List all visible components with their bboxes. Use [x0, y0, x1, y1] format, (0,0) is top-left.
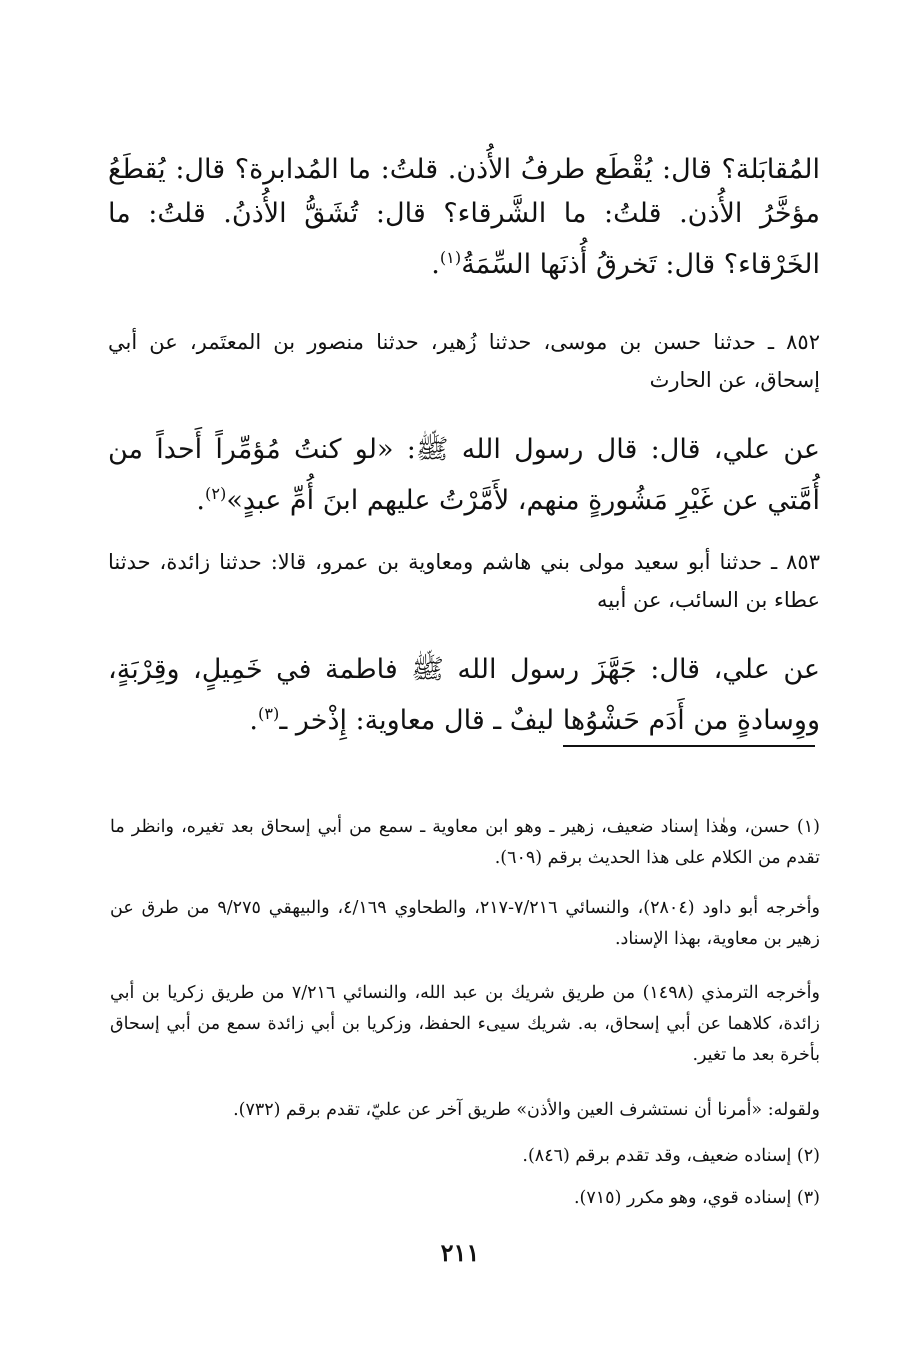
footnote-1-continued-a: وأخرجه أبو داود (٢٨٠٤)، والنسائي ٧/٢١٦-٢١٧، والطحاوي ٤/١٦٩، والبيهقي ٩/٢٧٥ من طرق عن زهير بن معاوية، بهذا الإسناد.: [110, 898, 820, 949]
isnad-852: ٨٥٢ ـ حدثنا حسن بن موسى، حدثنا زُهير، حدثنا منصور بن المعتَمر، عن أبي إسحاق، عن الحارث: [108, 330, 820, 392]
footnote-ref-2: (٢): [205, 484, 227, 503]
footnote-separator: [563, 745, 815, 747]
footnote-ref-3: (٣): [258, 704, 280, 723]
footnote-1-continued-b: وأخرجه الترمذي (١٤٩٨) من طريق شريك بن عبد الله، والنسائي ٧/٢١٦ من طريق زكريا بن أبي زائدة، كلاهما عن أبي إسحاق، به. شريك سيىء الحفظ، وزكريا بن أبي زائدة سمع من أبي إسحاق بأخرة بعد ما تغير.: [110, 983, 820, 1065]
isnad-853: ٨٥٣ ـ حدثنا أبو سعيد مولى بني هاشم ومعاوية بن عمرو، قالا: حدثنا زائدة، حدثنا عطاء بن السائب، عن أبيه: [108, 550, 820, 612]
matn-853: عن علي، قال: جَهَّزَ رسول الله ﷺ فاطمة في خَمِيلٍ، وقِرْبَةٍ، ووِسادةٍ من أَدَم حَشْوُها ليفٌ ـ قال معاوية: إِذْخر ـ$^{(٣)}$.: [108, 654, 820, 736]
footnote-ref-1: (١): [439, 248, 462, 267]
footnote-1: (١) حسن، وهٰذا إسناد ضعيف، زهير ـ وهو ابن معاوية ـ سمع من أبي إسحاق بعد تغيره، وانظر ما تقدم من الكلام على هذا الحديث برقم (٦٠٩).: [110, 817, 820, 868]
footnote-1-continued-c: ولقوله: «أمرنا أن نستشرف العين والأذن» طريق آخر عن عليّ، تقدم برقم (٧٣٢).: [233, 1100, 820, 1120]
matn-852: عن علي، قال: قال رسول الله ﷺ: «لو كنتُ مُؤمِّراً أَحداً من أُمَّتي عن غَيْرِ مَشُورةٍ منهم، لأَمَّرْتُ عليهم ابنَ أُمِّ عبدٍ»$^{(٢)}$.: [108, 434, 820, 516]
hadith-text-continued: المُقابَلة؟ قال: يُقْطَع طرفُ الأُذن. قلتُ: ما المُدابرة؟ قال: يُقطَعُ مؤخَّرُ الأُذن. قلتُ: ما الشَّرقاء؟ قال: تُشَقُّ الأُذنُ. قلتُ: ما الخَرْقاء؟ قال: تَخرقُ أُذنَها السِّمَةُ$^{(١)}$.: [108, 154, 820, 280]
page-number: ٢١١: [440, 1238, 480, 1267]
footnote-2: (٢) إسناده ضعيف، وقد تقدم برقم (٨٤٦).: [522, 1146, 820, 1166]
footnote-3: (٣) إسناده قوي، وهو مكرر (٧١٥).: [573, 1188, 820, 1208]
